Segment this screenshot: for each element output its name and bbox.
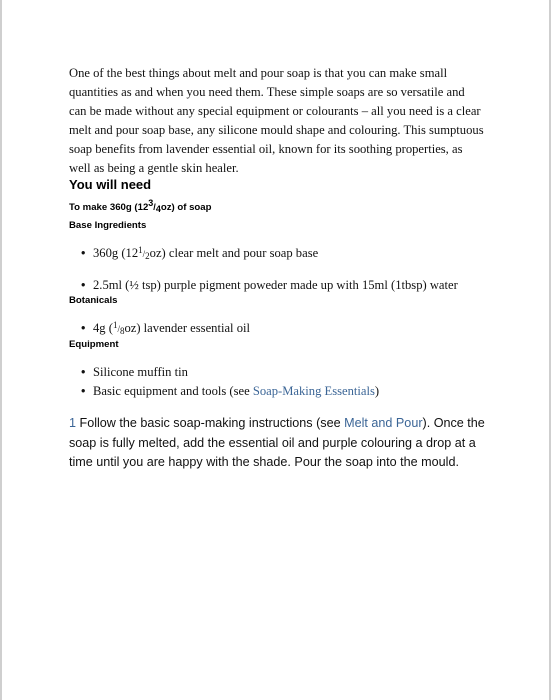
yield-fraction: 3/4 [148,198,161,214]
base-item2-text: 2.5ml (½ tsp) purple pigment poweder made up with 15ml (1tbsp) water [93,278,458,292]
equipment-heading: Equipment [69,339,119,350]
botanicals-frac-den: 8 [119,326,125,336]
base-item1-prefix: 360g (12 [93,246,139,260]
yield-frac-num: 3 [148,198,154,208]
step-1-paragraph [69,414,489,473]
bullet-icon: • [81,278,86,292]
equipment-item2-prefix: Basic equipment and tools (see [93,384,253,398]
yield-heading [69,198,212,214]
botanicals-heading: Botanicals [69,295,118,306]
list-item [81,384,379,399]
base-ingredients-heading: Base Ingredients [69,220,147,231]
yield-prefix: To make 360g (12 [69,202,149,213]
list-item [81,365,188,380]
melt-and-pour-link[interactable]: Melt and Pour [344,416,423,430]
bullet-icon: • [81,321,86,335]
step-1-text-a: Follow the basic soap-making instructions (see [76,416,345,430]
bullet-icon: • [81,384,86,398]
botanicals-item1-suffix: oz) lavender essential oil [124,321,250,335]
base-item1-frac-den: 2 [145,251,150,261]
botanicals-frac-num: 1 [112,320,118,330]
equipment-item2-suffix: ) [374,384,380,398]
list-item [81,321,250,336]
yield-frac-den: 4 [155,204,161,214]
step-number: 1 [69,416,77,430]
botanicals-item1-fraction: 1/8 [112,320,125,336]
yield-suffix: oz) of soap [160,202,212,213]
base-item1-fraction: 1/2 [138,245,150,261]
step-1-text-b: ). Once the soap is fully melted, add the essential oil and purple colouring a drop at a time until you are happy with the shade. Pour the soap into the mould. [69,416,485,469]
bullet-icon: • [81,246,86,260]
list-item [81,278,458,293]
you-will-need-heading: You will need [69,177,152,192]
bullet-icon: • [81,365,86,379]
botanicals-item1-prefix: 4g ( [93,321,113,335]
equipment-item1-text: Silicone muffin tin [93,365,188,379]
base-item1-suffix: oz) clear melt and pour soap base [149,246,319,260]
base-item1-frac-num: 1 [138,245,143,255]
list-item [81,246,318,261]
soap-making-essentials-link[interactable]: Soap-Making Essentials [252,384,375,398]
intro-paragraph: One of the best things about melt and pour soap is that you can make small quantities as and when you need them. These simple soaps are so versatile and can be made without any special equipment or colourants – all you need is a clear melt and pour soap base, any silicone mould shape and colouring. This sumptuous soap benefits from lavender essential oil, known for its soothing properties, as well as being a gentle skin healer. [69,66,484,175]
